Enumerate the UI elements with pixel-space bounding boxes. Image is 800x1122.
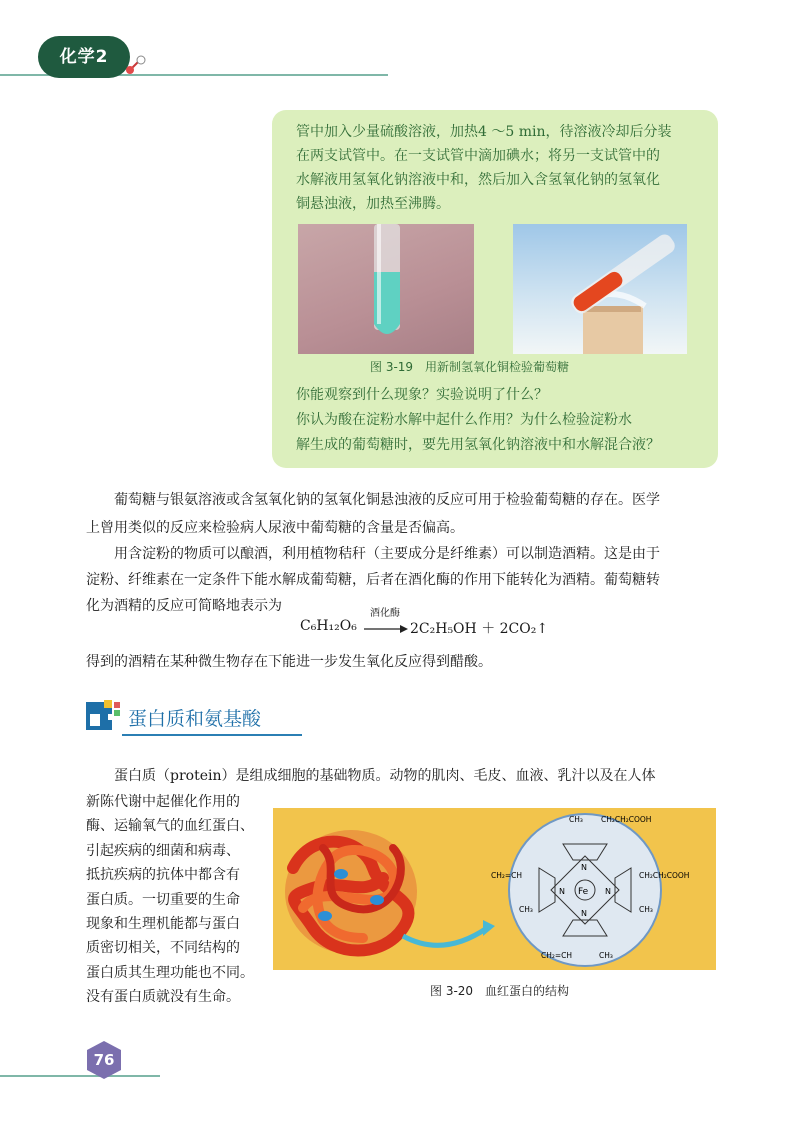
test-tube-photo-blue (298, 224, 474, 354)
heme-label-left-ch3: CH₃ (519, 905, 533, 914)
fe-label: Fe (578, 887, 589, 897)
section-underline (122, 734, 302, 736)
para-2-line-2: 淀粉、纤维素在一定条件下能水解成葡萄糖，后者在酒化酶的作用下能转化为酒精。葡萄糖转 (86, 572, 660, 588)
heme-label-top-ch3: CH₃ (569, 815, 583, 824)
box-question-2: 你认为酸在淀粉水解中起什么作用？为什么检验淀粉水 (296, 412, 632, 428)
para-1-line-2: 上曾用类似的反应来检验病人尿液中葡萄糖的含量是否偏高。 (86, 520, 464, 536)
para-2-line-1: 用含淀粉的物质可以酿酒，利用植物秸秆（主要成分是纤维素）可以制造酒精。这是由于 (86, 546, 660, 562)
protein-para-wrap (86, 790, 276, 1010)
n-label-top: N (581, 863, 587, 872)
wrap-line-5: 蛋白质。一切重要的生命 (86, 891, 240, 908)
section-heading-icon (86, 700, 120, 734)
wrap-line-3: 引起疾病的细菌和病毒、 (86, 842, 240, 859)
book-logo (38, 36, 130, 78)
protein-para-line-1: 蛋白质（protein）是组成细胞的基础物质。动物的肌肉、毛皮、血液、乳汁以及在人体 (86, 768, 656, 784)
n-label-right: N (605, 887, 611, 896)
wrap-line-1: 新陈代谢中起催化作用的 (86, 794, 240, 810)
book-label: 化学2 (59, 47, 109, 67)
heme-label-top-right: CH₂CH₂COOH (601, 815, 652, 824)
pointer-arrow-icon (403, 928, 487, 945)
section-title: 蛋白质和氨基酸 (128, 708, 262, 730)
wrap-line-2: 酶、运输氧气的血红蛋白、 (86, 818, 254, 835)
heating-tube-photo-red (513, 224, 687, 354)
heme-label-right-chain: CH₂CH₂COOH (639, 871, 690, 880)
footer-rule (0, 1075, 160, 1077)
box-question-1: 你能观察到什么现象？实验说明了什么？ (296, 387, 548, 403)
page-number: 76 (93, 1051, 115, 1069)
box-line-2: 在两支试管中。在一支试管中滴加碘水；将另一支试管中的 (296, 148, 660, 164)
n-label-bottom: N (581, 909, 587, 918)
box-line-4: 铜悬浊液，加热至沸腾。 (296, 196, 450, 212)
protein-ribbon-icon (285, 830, 417, 954)
wrap-line-6: 现象和生理机能都与蛋白 (86, 916, 240, 933)
box-question-3: 解生成的葡萄糖时，要先用氢氧化钠溶液中和水解混合液？ (296, 437, 660, 453)
para-2-line-3: 化为酒精的反应可简略地表示为 (86, 598, 282, 614)
fermentation-equation (300, 608, 620, 640)
molecule-icon (126, 54, 148, 76)
box-line-1: 管中加入少量硫酸溶液，加热4 ～5 min，待溶液冷却后分装 (296, 124, 672, 140)
reaction-arrow-icon (364, 624, 408, 634)
wrap-line-4: 抵抗疾病的抗体中都含有 (86, 867, 240, 884)
hemoglobin-figure (273, 808, 716, 970)
heme-label-bottom-ch3: CH₃ (599, 951, 613, 960)
equation-catalyst: 酒化酶 (370, 608, 400, 619)
heme-label-right-ch3: CH₃ (639, 905, 653, 914)
equation-reactant: C₆H₁₂O₆ (300, 618, 357, 634)
wrap-line-7: 质密切相关，不同结构的 (86, 940, 240, 957)
para-1-line-1: 葡萄糖与银氨溶液或含氢氧化钠的氢氧化铜悬浊液的反应可用于检验葡萄糖的存在。医学 (86, 492, 660, 508)
n-label-left: N (559, 887, 565, 896)
heme-label-bottom-vinyl: CH₂=CH (541, 951, 573, 960)
wrap-line-8: 蛋白质其生理功能也不同。 (86, 964, 254, 981)
figure-3-19-caption: 图 3-19 用新制氢氧化铜检验葡萄糖 (370, 360, 570, 374)
wrap-line-9: 没有蛋白质就没有生命。 (86, 989, 240, 1006)
figure-3-20-caption: 图 3-20 血红蛋白的结构 (430, 984, 570, 998)
box-line-3: 水解液用氢氧化钠溶液中和，然后加入含氢氧化钠的氢氧化 (296, 172, 660, 188)
equation-product: 2C₂H₅OH ＋ 2CO₂↑ (410, 621, 549, 637)
para-3: 得到的酒精在某种微生物存在下能进一步发生氧化反应得到醋酸。 (86, 654, 492, 670)
heme-label-left-vinyl: CH₂=CH (491, 871, 523, 880)
